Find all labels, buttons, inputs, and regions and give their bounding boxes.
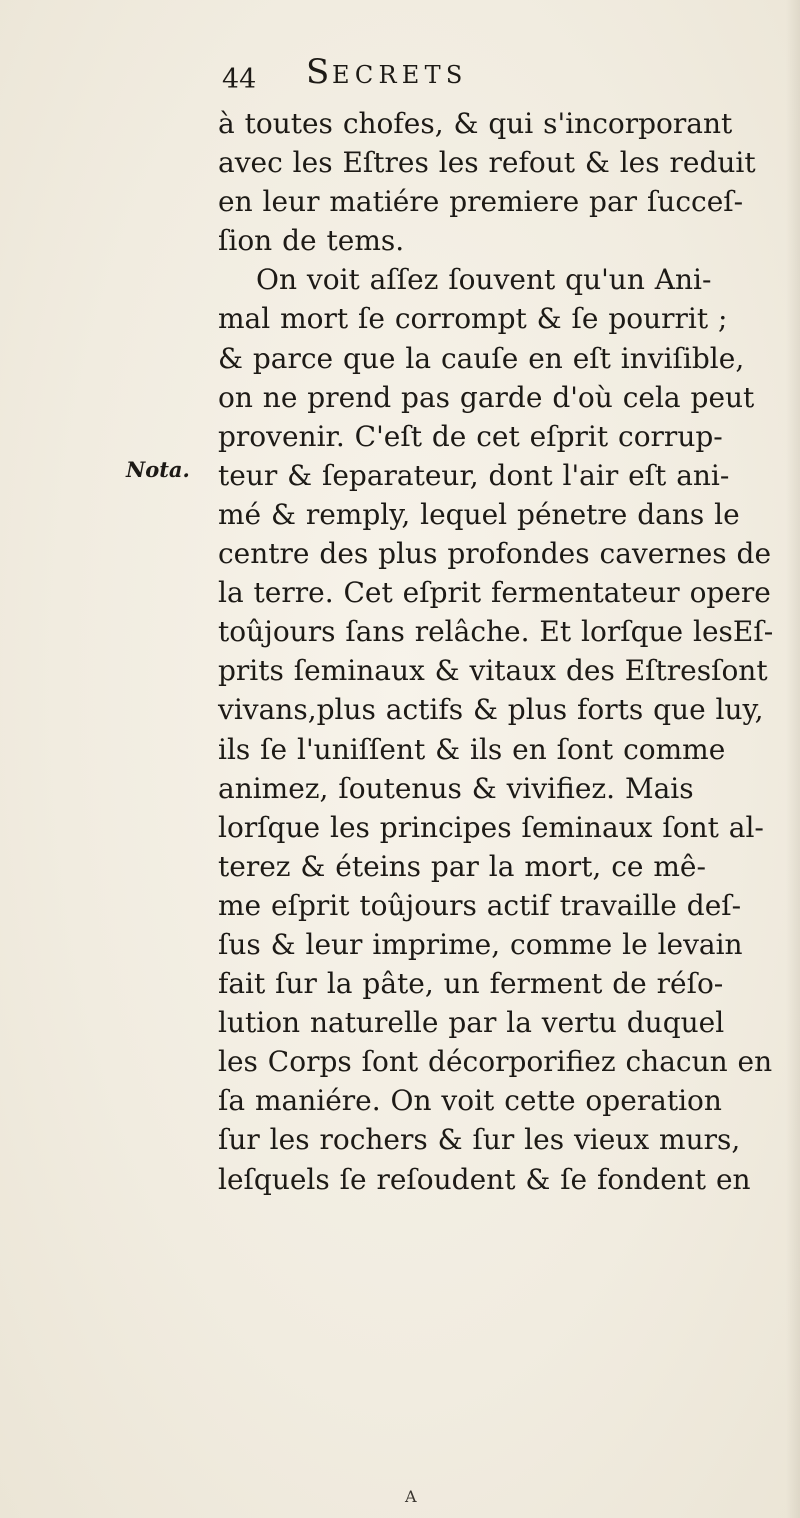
text-line: teur & ſeparateur, dont l'air eſt ani- (218, 458, 730, 492)
text-line: mal mort ſe corrompt & ſe pourrit ; (218, 302, 728, 336)
running-title-initial: S (306, 52, 333, 92)
text-line: terez & éteins par la mort, ce mê- (218, 849, 706, 883)
text-line: on ne prend pas garde d'où cela peut (218, 380, 755, 414)
text-line: leſquels ſe reſoudent & ſe fondent en (218, 1162, 751, 1196)
text-line: lorſque les principes ſeminaux ſont al- (218, 810, 764, 844)
text-line: ils ſe l'uniſſent & ils en ſont comme (218, 732, 726, 766)
text-line: ſur les rochers & ſur les vieux murs, (218, 1123, 741, 1157)
text-line: provenir. C'eſt de cet eſprit corrup- (218, 419, 723, 453)
text-line: la terre. Cet eſprit fermentateur opere (218, 576, 771, 610)
text-line: mé & remply, lequel pénetre dans le (218, 497, 740, 531)
text-line: animez, ſoutenus & vivifiez. Mais (218, 771, 694, 805)
body-text (218, 104, 790, 1199)
text-line: avec les Eſtres les refout & les reduit (218, 146, 756, 180)
text-line: lution naturelle par la vertu duquel (218, 1006, 725, 1040)
text-line: ſus & leur imprime, comme le levain (218, 927, 743, 961)
text-line: vivans,plus actifs & plus forts que luy, (218, 693, 764, 727)
text-line: prits ſeminaux & vitaux des Eſtresſont (218, 654, 768, 688)
text-line: & parce que la cauſe en eſt inviſible, (218, 341, 745, 375)
text-line: centre des plus profondes cavernes de (218, 537, 772, 571)
text-line: On voit aſſez ſouvent qu'un Ani- (256, 263, 712, 297)
page-header (222, 52, 582, 98)
text-line: en leur matiére premiere par ſucceſ- (218, 185, 744, 219)
running-title-rest: ECRETS (332, 61, 468, 89)
text-line: à toutes chofes, & qui s'incorporant (218, 107, 733, 140)
margin-note: Nota. (126, 457, 190, 482)
text-line: ſion de tems. (218, 224, 405, 258)
text-line: toûjours ſans relâche. Et lorſque lesEſ- (218, 615, 774, 649)
signature-mark: A (405, 1487, 417, 1506)
text-line: me eſprit toûjours actif travaille deſ- (218, 888, 742, 922)
text-line: ſa maniére. On voit cette operation (218, 1084, 722, 1118)
text-line: les Corps ſont décorporifiez chacun en (218, 1045, 773, 1079)
text-line: fait ſur la pâte, un ferment de réſo- (218, 967, 724, 1001)
running-title (306, 52, 468, 92)
page-number: 44 (222, 64, 257, 95)
